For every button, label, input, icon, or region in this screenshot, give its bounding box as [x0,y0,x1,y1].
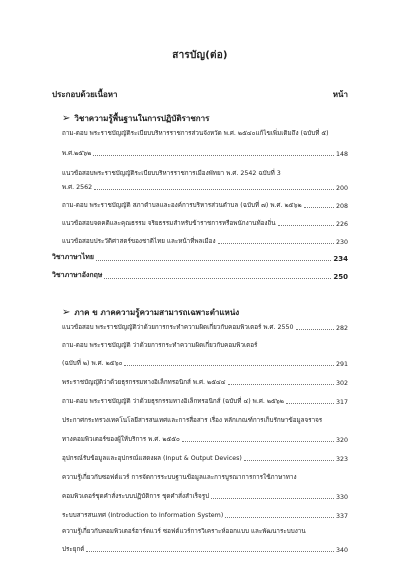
arrow-right-icon: ➢ [62,306,71,318]
toc-row-page: 337 [335,513,348,520]
toc-row[interactable] [62,338,348,350]
toc-row-text: ระบบสารสนเทศ (Introduction to Information System) [62,512,224,519]
toc-row-text: พระราชบัญญัติว่าด้วยธุรกรรมทางอิเล็กทรอนิกส์ พ.ศ. ๒๕๔๔ [62,379,226,386]
toc-row-text: ความรู้เกี่ยวกับซอฟต์แวร์ การจัดการระบบฐานข้อมูลและการบูรณาการการใช้ภาษาทาง [62,474,297,481]
toc-row-text: พ.ศ.๒๕๖๒ [62,150,92,157]
toc-subject-row[interactable] [52,251,348,263]
toc-row-page: 317 [335,399,348,406]
toc-row-page: 208 [335,203,348,210]
toc-row-text: คอมพิวเตอร์ชุดคำสั่งระบบปฏิบัติการ ชุดคำสั่งสำเร็จรูป [62,493,210,500]
arrow-right-icon: ➢ [62,112,71,124]
section-a-heading [62,112,209,125]
toc-row-page: 250 [333,273,348,281]
column-header-page: หน้า [332,90,348,99]
section-b-title: ภาค ข ภาคความรู้ความสามารถเฉพาะตำแหน่ง [74,308,240,317]
toc-row-text: แนวข้อสอบ พระราชบัญญัติว่าด้วยการกระทำความผิดเกี่ยวกับคอมพิวเตอร์ พ.ศ. 2550 [62,324,294,331]
page-title: สารบัญ(ต่อ) [172,50,228,61]
toc-row-page: 148 [335,151,348,158]
toc-row-text: พ.ศ. 2562 [62,184,93,191]
toc-row-text: ถาม-ตอบ พระราชบัญญัติ ว่าด้วยธุรกรรมทางอิเล็กทรอนิกส์ (ฉบับที่ ๔) พ.ศ. ๒๕๖๒ [62,398,284,405]
toc-row-text: ถาม-ตอบ พระราชบัญญัติ สภาตำบลและองค์การบริหารส่วนตำบล (ฉบับที่ ๗) พ.ศ. ๒๕๖๒ [62,202,302,209]
toc-row[interactable] [62,356,348,368]
toc-row[interactable] [62,508,348,520]
toc-row[interactable] [62,320,348,332]
toc-row-page: 302 [335,380,348,387]
toc-subject-row[interactable] [52,269,348,281]
toc-row-text: ถาม-ตอบ พระราชบัญญัติระเบียบบริหารราชการส่วนจังหวัด พ.ศ. ๒๕๔๐แก้ไขเพิ่มเติมถึง (ฉบับที่ ๕) [62,130,329,137]
toc-row-text: (ฉบับที่ ๒) พ.ศ. ๒๕๖๐ [62,360,123,367]
toc-row[interactable] [62,180,348,192]
toc-row[interactable] [62,198,348,210]
toc-row[interactable] [62,166,348,178]
toc-row[interactable] [62,126,348,138]
toc-row[interactable] [62,489,348,501]
toc-row[interactable] [62,413,348,425]
toc-row-page: 340 [335,547,348,554]
toc-row-page: 230 [335,239,348,246]
toc-row-text: ประยุกต์ [62,546,85,553]
toc-row-text: อุปกรณ์รับข้อมูลและอุปกรณ์แสดงผล (Input & Output Devices) [62,455,242,462]
toc-row-text: ความรู้เกี่ยวกับคอมพิวเตอร์ฮาร์ดแวร์ ซอฟต์แวร์การวิเคราะห์ออกแบบ และพัฒนาระบบงาน [62,528,306,535]
toc-row[interactable] [62,146,348,158]
toc-row-text: วิชาภาษาไทย [52,253,94,261]
toc-row[interactable] [62,451,348,463]
toc-row[interactable] [62,542,348,554]
section-a-title: วิชาความรู้พื้นฐานในการปฏิบัติราชการ [74,114,210,123]
toc-row-text: ถาม-ตอบ พระราชบัญญัติ ว่าด้วยการกระทำความผิดเกี่ยวกับคอมพิวเตอร์ [62,342,258,349]
toc-row[interactable] [62,375,348,387]
column-header [52,88,348,101]
toc-row-page: 282 [335,325,348,332]
toc-row[interactable] [62,394,348,406]
toc-row-page: 320 [335,437,348,444]
toc-row-page: 226 [335,221,348,228]
toc-row-text: แนวข้อสอบจดคติและคุณธรรม จริยธรรมสำหรับข้าราชการหรือพนักงานท้องถิ่น [62,220,276,227]
section-b-heading [62,306,239,319]
toc-row-page: 234 [333,255,348,263]
toc-row-page: 330 [335,494,348,501]
toc-row-page: 323 [335,456,348,463]
toc-row-text: วิชาภาษาอังกฤษ [52,271,103,279]
toc-row[interactable] [62,524,348,536]
toc-row-text: ประกาศกระทรวงเทคโนโลยีสารสนเทศและการสื่อสาร เรื่อง หลักเกณฑ์การเก็บรักษาข้อมูลจราจร [62,417,323,424]
toc-row-text: ทางคอมพิวเตอร์ของผู้ให้บริการ พ.ศ. ๒๕๕๐ [62,436,180,443]
column-header-content: ประกอบด้วยเนื้อหา [52,90,118,99]
toc-row[interactable] [62,432,348,444]
toc-row[interactable] [62,216,348,228]
toc-row[interactable] [62,234,348,246]
toc-row-page: 291 [335,361,348,368]
toc-row[interactable] [62,470,348,482]
toc-row-text: แนวข้อสอบพระราชบัญญัติระเบียบบริหารราชการเมืองพัทยา พ.ศ. 2542 ฉบับที่ 3 [62,170,281,177]
toc-row-text: แนวข้อสอบประวัติศาสตร์ของชาติไทย และหน้าที่พลเมือง [62,238,216,245]
toc-row-page: 200 [335,185,348,192]
